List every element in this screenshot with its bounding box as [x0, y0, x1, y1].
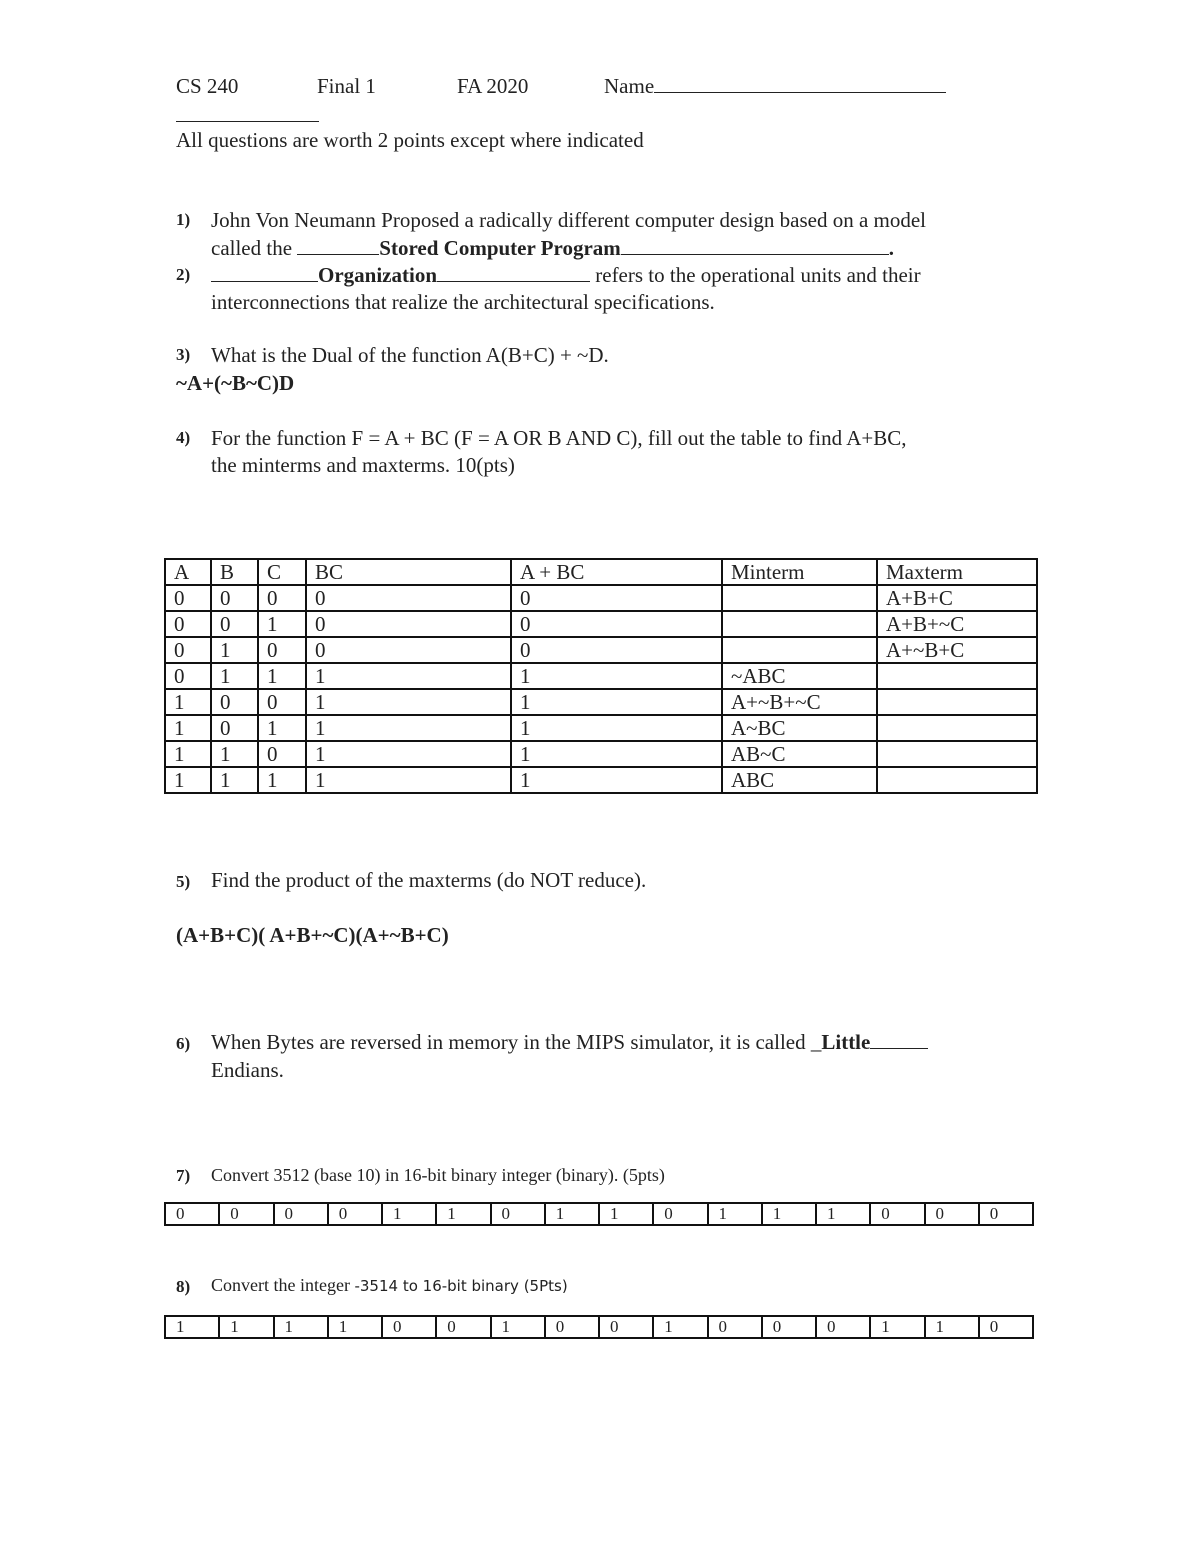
bit-cell: 1: [491, 1316, 545, 1338]
truth-table-cell: 0: [211, 585, 258, 611]
truth-table-cell: 1: [306, 741, 511, 767]
truth-table-cell: A+~B+~C: [722, 689, 877, 715]
truth-table-header-cell: Minterm: [722, 559, 877, 585]
truth-table-cell: [877, 741, 1037, 767]
question-2-number: 2): [176, 265, 191, 284]
truth-table-cell: 0: [211, 689, 258, 715]
truth-table-cell: 0: [258, 585, 306, 611]
bit-cell: 1: [328, 1316, 382, 1338]
question-1-line2: [211, 235, 894, 261]
truth-table-cell: 1: [211, 767, 258, 793]
truth-table-cell: 1: [258, 663, 306, 689]
question-5-number: 5): [176, 872, 191, 891]
truth-table-cell: 0: [258, 637, 306, 663]
truth-table-cell: 1: [258, 767, 306, 793]
truth-table-cell: 0: [306, 611, 511, 637]
question-2-line1: [211, 262, 921, 288]
blank-line: [870, 1030, 928, 1049]
truth-table-cell: 1: [306, 767, 511, 793]
question-2-answer: Organization: [318, 263, 437, 287]
course-code: CS 240: [176, 74, 239, 98]
truth-table-cell: A+~B+C: [877, 637, 1037, 663]
truth-table-cell: 1: [511, 689, 722, 715]
truth-table-cell: 1: [306, 715, 511, 741]
truth-table-row: [165, 741, 1037, 767]
question-6-line2: Endians.: [211, 1058, 284, 1082]
truth-table-cell: 1: [165, 741, 211, 767]
truth-table-cell: 1: [165, 715, 211, 741]
truth-table-cell: 1: [165, 767, 211, 793]
bit-cell: 1: [436, 1203, 490, 1225]
truth-table-cell: 1: [511, 767, 722, 793]
question-8-text: [211, 1274, 568, 1297]
truth-table-cell: 1: [306, 689, 511, 715]
truth-table-cell: 0: [165, 663, 211, 689]
q8-bit-row: [165, 1316, 1033, 1338]
bit-cell: 1: [219, 1316, 273, 1338]
truth-table-row: [165, 767, 1037, 793]
question-6-prefix: When Bytes are reversed in memory in the MIPS simulator, it is called _: [211, 1030, 822, 1054]
bit-cell: 1: [708, 1203, 762, 1225]
bit-cell: 0: [599, 1316, 653, 1338]
q8-bit-table: [164, 1315, 1034, 1339]
bit-cell: 0: [491, 1203, 545, 1225]
bit-cell: 0: [979, 1203, 1033, 1225]
bit-cell: 0: [165, 1203, 219, 1225]
bit-cell: 1: [274, 1316, 328, 1338]
truth-table-cell: [877, 767, 1037, 793]
truth-table-cell: [877, 663, 1037, 689]
truth-table-header-cell: C: [258, 559, 306, 585]
name-field: [604, 73, 946, 99]
truth-table-cell: 1: [211, 637, 258, 663]
truth-table-cell: 1: [211, 741, 258, 767]
question-8-text-a: Convert the integer: [211, 1275, 355, 1295]
question-4-line2: the minterms and maxterms. 10(pts): [211, 453, 515, 477]
bit-cell: 0: [708, 1316, 762, 1338]
truth-table-cell: A+B+~C: [877, 611, 1037, 637]
question-3-answer: ~A+(~B~C)D: [176, 371, 295, 395]
bit-cell: 0: [328, 1203, 382, 1225]
bit-cell: 0: [219, 1203, 273, 1225]
truth-table-cell: 1: [258, 611, 306, 637]
bit-cell: 0: [816, 1316, 870, 1338]
truth-table-cell: 0: [211, 611, 258, 637]
bit-cell: 1: [870, 1316, 924, 1338]
truth-table-cell: 0: [258, 689, 306, 715]
truth-table-cell: 1: [511, 741, 722, 767]
bit-cell: 0: [382, 1316, 436, 1338]
truth-table-row: [165, 689, 1037, 715]
q7-bit-row: [165, 1203, 1033, 1225]
exam-title: Final 1: [317, 74, 376, 98]
question-7-text: Convert 3512 (base 10) in 16-bit binary integer (binary). (5pts): [211, 1165, 665, 1185]
bit-cell: 1: [762, 1203, 816, 1225]
question-1-number: 1): [176, 210, 191, 229]
question-4-number: 4): [176, 428, 191, 447]
bit-cell: 0: [979, 1316, 1033, 1338]
instructions: All questions are worth 2 points except where indicated: [176, 128, 644, 152]
truth-table-cell: ~ABC: [722, 663, 877, 689]
question-6-line1: [211, 1029, 928, 1055]
bit-cell: 0: [653, 1203, 707, 1225]
truth-table-cell: 0: [165, 611, 211, 637]
question-5-answer: (A+B+C)( A+B+~C)(A+~B+C): [176, 923, 449, 947]
bit-cell: 1: [925, 1316, 979, 1338]
truth-table-cell: [722, 585, 877, 611]
bit-cell: 0: [762, 1316, 816, 1338]
truth-table-cell: 0: [511, 637, 722, 663]
truth-table-cell: A~BC: [722, 715, 877, 741]
truth-table-cell: 1: [165, 689, 211, 715]
truth-table-cell: 0: [511, 585, 722, 611]
question-7-number: 7): [176, 1166, 191, 1185]
bit-cell: 1: [599, 1203, 653, 1225]
truth-table-cell: 0: [258, 741, 306, 767]
truth-table-cell: [877, 689, 1037, 715]
truth-table-cell: ABC: [722, 767, 877, 793]
question-8-number: 8): [176, 1277, 191, 1296]
question-1-period: .: [888, 236, 895, 260]
bit-cell: 1: [165, 1316, 219, 1338]
truth-table-header-cell: A + BC: [511, 559, 722, 585]
truth-table-body: [165, 559, 1037, 793]
question-1-line1: John Von Neumann Proposed a radically different computer design based on a model: [211, 208, 927, 232]
question-5-text: Find the product of the maxterms (do NOT reduce).: [211, 868, 647, 892]
truth-table: [164, 558, 1038, 794]
truth-table-cell: 0: [306, 585, 511, 611]
blank-line: [297, 236, 379, 255]
question-3-text: What is the Dual of the function A(B+C) + ~D.: [211, 343, 609, 367]
bit-cell: 1: [545, 1203, 599, 1225]
truth-table-row: [165, 585, 1037, 611]
question-2-line2: interconnections that realize the architectural specifications.: [211, 290, 715, 314]
bit-cell: 0: [545, 1316, 599, 1338]
truth-table-cell: [877, 715, 1037, 741]
truth-table-cell: AB~C: [722, 741, 877, 767]
q7-bit-table: [164, 1202, 1034, 1226]
question-6-number: 6): [176, 1034, 191, 1053]
name-underline: [654, 74, 946, 93]
truth-table-cell: [722, 611, 877, 637]
truth-table-cell: 1: [511, 663, 722, 689]
truth-table-cell: 0: [211, 715, 258, 741]
truth-table-header-cell: B: [211, 559, 258, 585]
question-8-text-b: -3514 to 16-bit binary (5Pts): [354, 1277, 568, 1295]
name-underline-continued: [176, 121, 319, 122]
question-1-answer: Stored Computer Program: [379, 236, 621, 260]
truth-table-row: [165, 715, 1037, 741]
truth-table-cell: 1: [258, 715, 306, 741]
truth-table-cell: 0: [511, 611, 722, 637]
bit-cell: 0: [870, 1203, 924, 1225]
bit-cell: 0: [274, 1203, 328, 1225]
truth-table-row: [165, 637, 1037, 663]
truth-table-cell: [722, 637, 877, 663]
blank-line: [211, 263, 318, 282]
bit-cell: 1: [382, 1203, 436, 1225]
bit-cell: 0: [925, 1203, 979, 1225]
bit-cell: 0: [436, 1316, 490, 1338]
truth-table-header-cell: Maxterm: [877, 559, 1037, 585]
truth-table-cell: A+B+C: [877, 585, 1037, 611]
blank-line: [437, 263, 590, 282]
name-label: Name: [604, 74, 655, 98]
question-3-number: 3): [176, 345, 191, 364]
bit-cell: 1: [653, 1316, 707, 1338]
truth-table-cell: 1: [211, 663, 258, 689]
question-6-answer: Little: [821, 1030, 871, 1054]
blank-line: [621, 236, 889, 255]
exam-term: FA 2020: [457, 74, 529, 98]
truth-table-cell: 0: [306, 637, 511, 663]
truth-table-cell: 0: [165, 585, 211, 611]
truth-table-cell: 0: [165, 637, 211, 663]
truth-table-cell: 1: [511, 715, 722, 741]
truth-table-header-row: [165, 559, 1037, 585]
question-2-rest: refers to the operational units and their: [590, 263, 921, 287]
bit-cell: 1: [816, 1203, 870, 1225]
truth-table-row: [165, 611, 1037, 637]
truth-table-row: [165, 663, 1037, 689]
question-4-line1: For the function F = A + BC (F = A OR B AND C), fill out the table to find A+BC,: [211, 426, 907, 450]
truth-table-header-cell: A: [165, 559, 211, 585]
truth-table-header-cell: BC: [306, 559, 511, 585]
question-1-prefix: called the: [211, 236, 298, 260]
truth-table-cell: 1: [306, 663, 511, 689]
